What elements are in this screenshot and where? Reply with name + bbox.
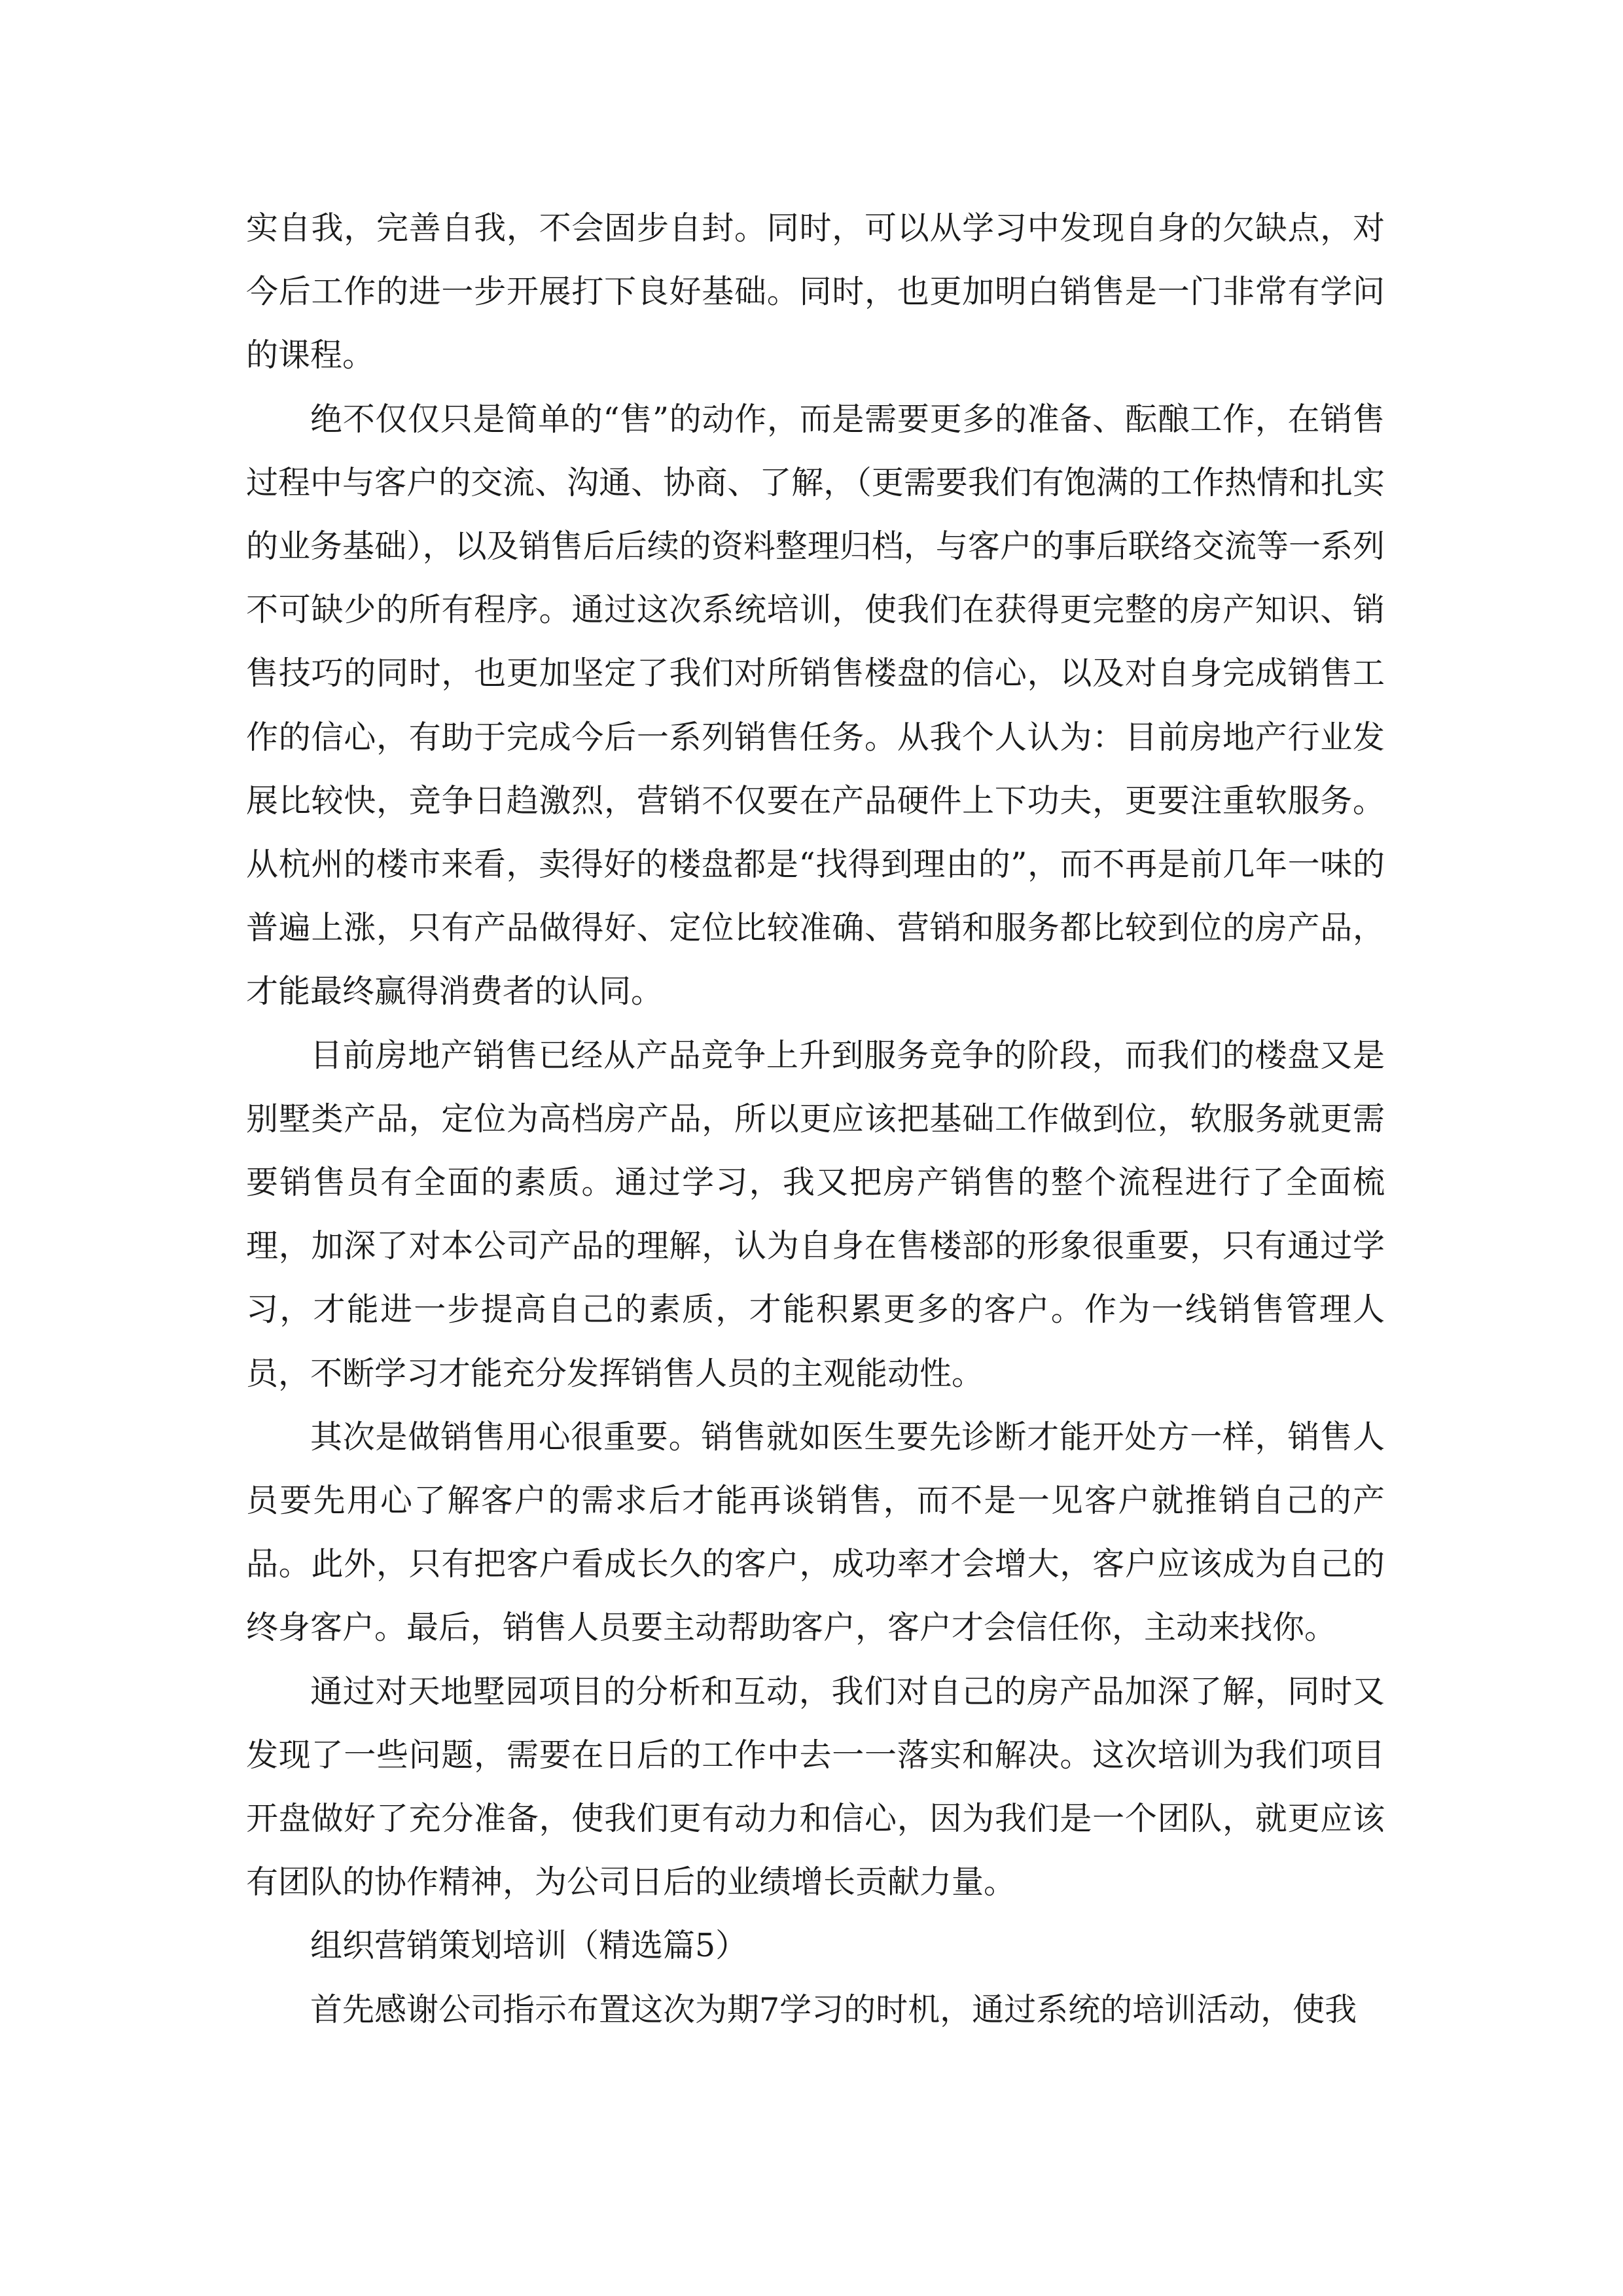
paragraph-continuation: 实自我，完善自我，不会固步自封。同时，可以从学习中发现自身的欠缺点，对今后工作的进一步开展打下良好基础。同时，也更加明白销售是一门非常有学问的课程。	[246, 209, 1385, 374]
paragraph: 目前房地产销售已经从产品竞争上升到服务竞争的阶段，而我们的楼盘又是别墅类产品，定位为高档房产品，所以更应该把基础工作做到位，软服务就更需要销售员有全面的素质。通过学习，我又把房产销售的整个流程进行了全面梳理，加深了对本公司产品的理解，认为自身在售楼部的形象很重要，只有通过学习，才能进一步提高自己的素质，才能积累更多的客户。作为一线销售管理人员，不断学习才能充分发挥销售人员的主观能动性。	[246, 1036, 1385, 1392]
paragraph: 首先感谢公司指示布置这次为期7学习的时机，通过系统的培训活动，使我	[310, 1990, 1357, 2028]
paragraph: 绝不仅仅只是简单的“售”的动作，而是需要更多的准备、酝酿工作，在销售过程中与客户的交流、沟通、协商、了解，（更需要我们有饱满的工作热情和扎实的业务基础），以及销售后后续的资料整理归档，与客户的事后联络交流等一系列不可缺少的所有程序。通过这次系统培训，使我们在获得更完整的房产知识、销售技巧的同时，也更加坚定了我们对所销售楼盘的信心，以及对自身完成销售工作的信心，有助于完成今后一系列销售任务。从我个人认为：目前房地产行业发展比较快，竞争日趋激烈，营销不仅要在产品硬件上下功夫，更要注重软服务。从杭州的楼市来看，卖得好的楼盘都是“找得到理由的”，而不再是前几年一味的普遍上涨，只有产品做得好、定位比较准确、营销和服务都比较到位的房产品，才能最终赢得消费者的认同。	[246, 400, 1385, 1011]
document-body	[246, 196, 1385, 2041]
paragraph: 通过对天地墅园项目的分析和互动，我们对自己的房产品加深了解，同时又发现了一些问题，需要在日后的工作中去一一落实和解决。这次培训为我们项目开盘做好了充分准备，使我们更有动力和信心，因为我们是一个团队，就更应该有团队的协作精神，为公司日后的业绩增长贡献力量。	[246, 1672, 1385, 1901]
section-heading: 组织营销策划培训（精选篇5）	[310, 1927, 748, 1965]
paragraph: 其次是做销售用心很重要。销售就如医生要先诊断才能开处方一样，销售人员要先用心了解客户的需求后才能再谈销售，而不是一见客户就推销自己的产品。此外，只有把客户看成长久的客户，成功率才会增大，客户应该成为自己的终身客户。最后，销售人员要主动帮助客户，客户才会信任你，主动来找你。	[246, 1418, 1385, 1647]
